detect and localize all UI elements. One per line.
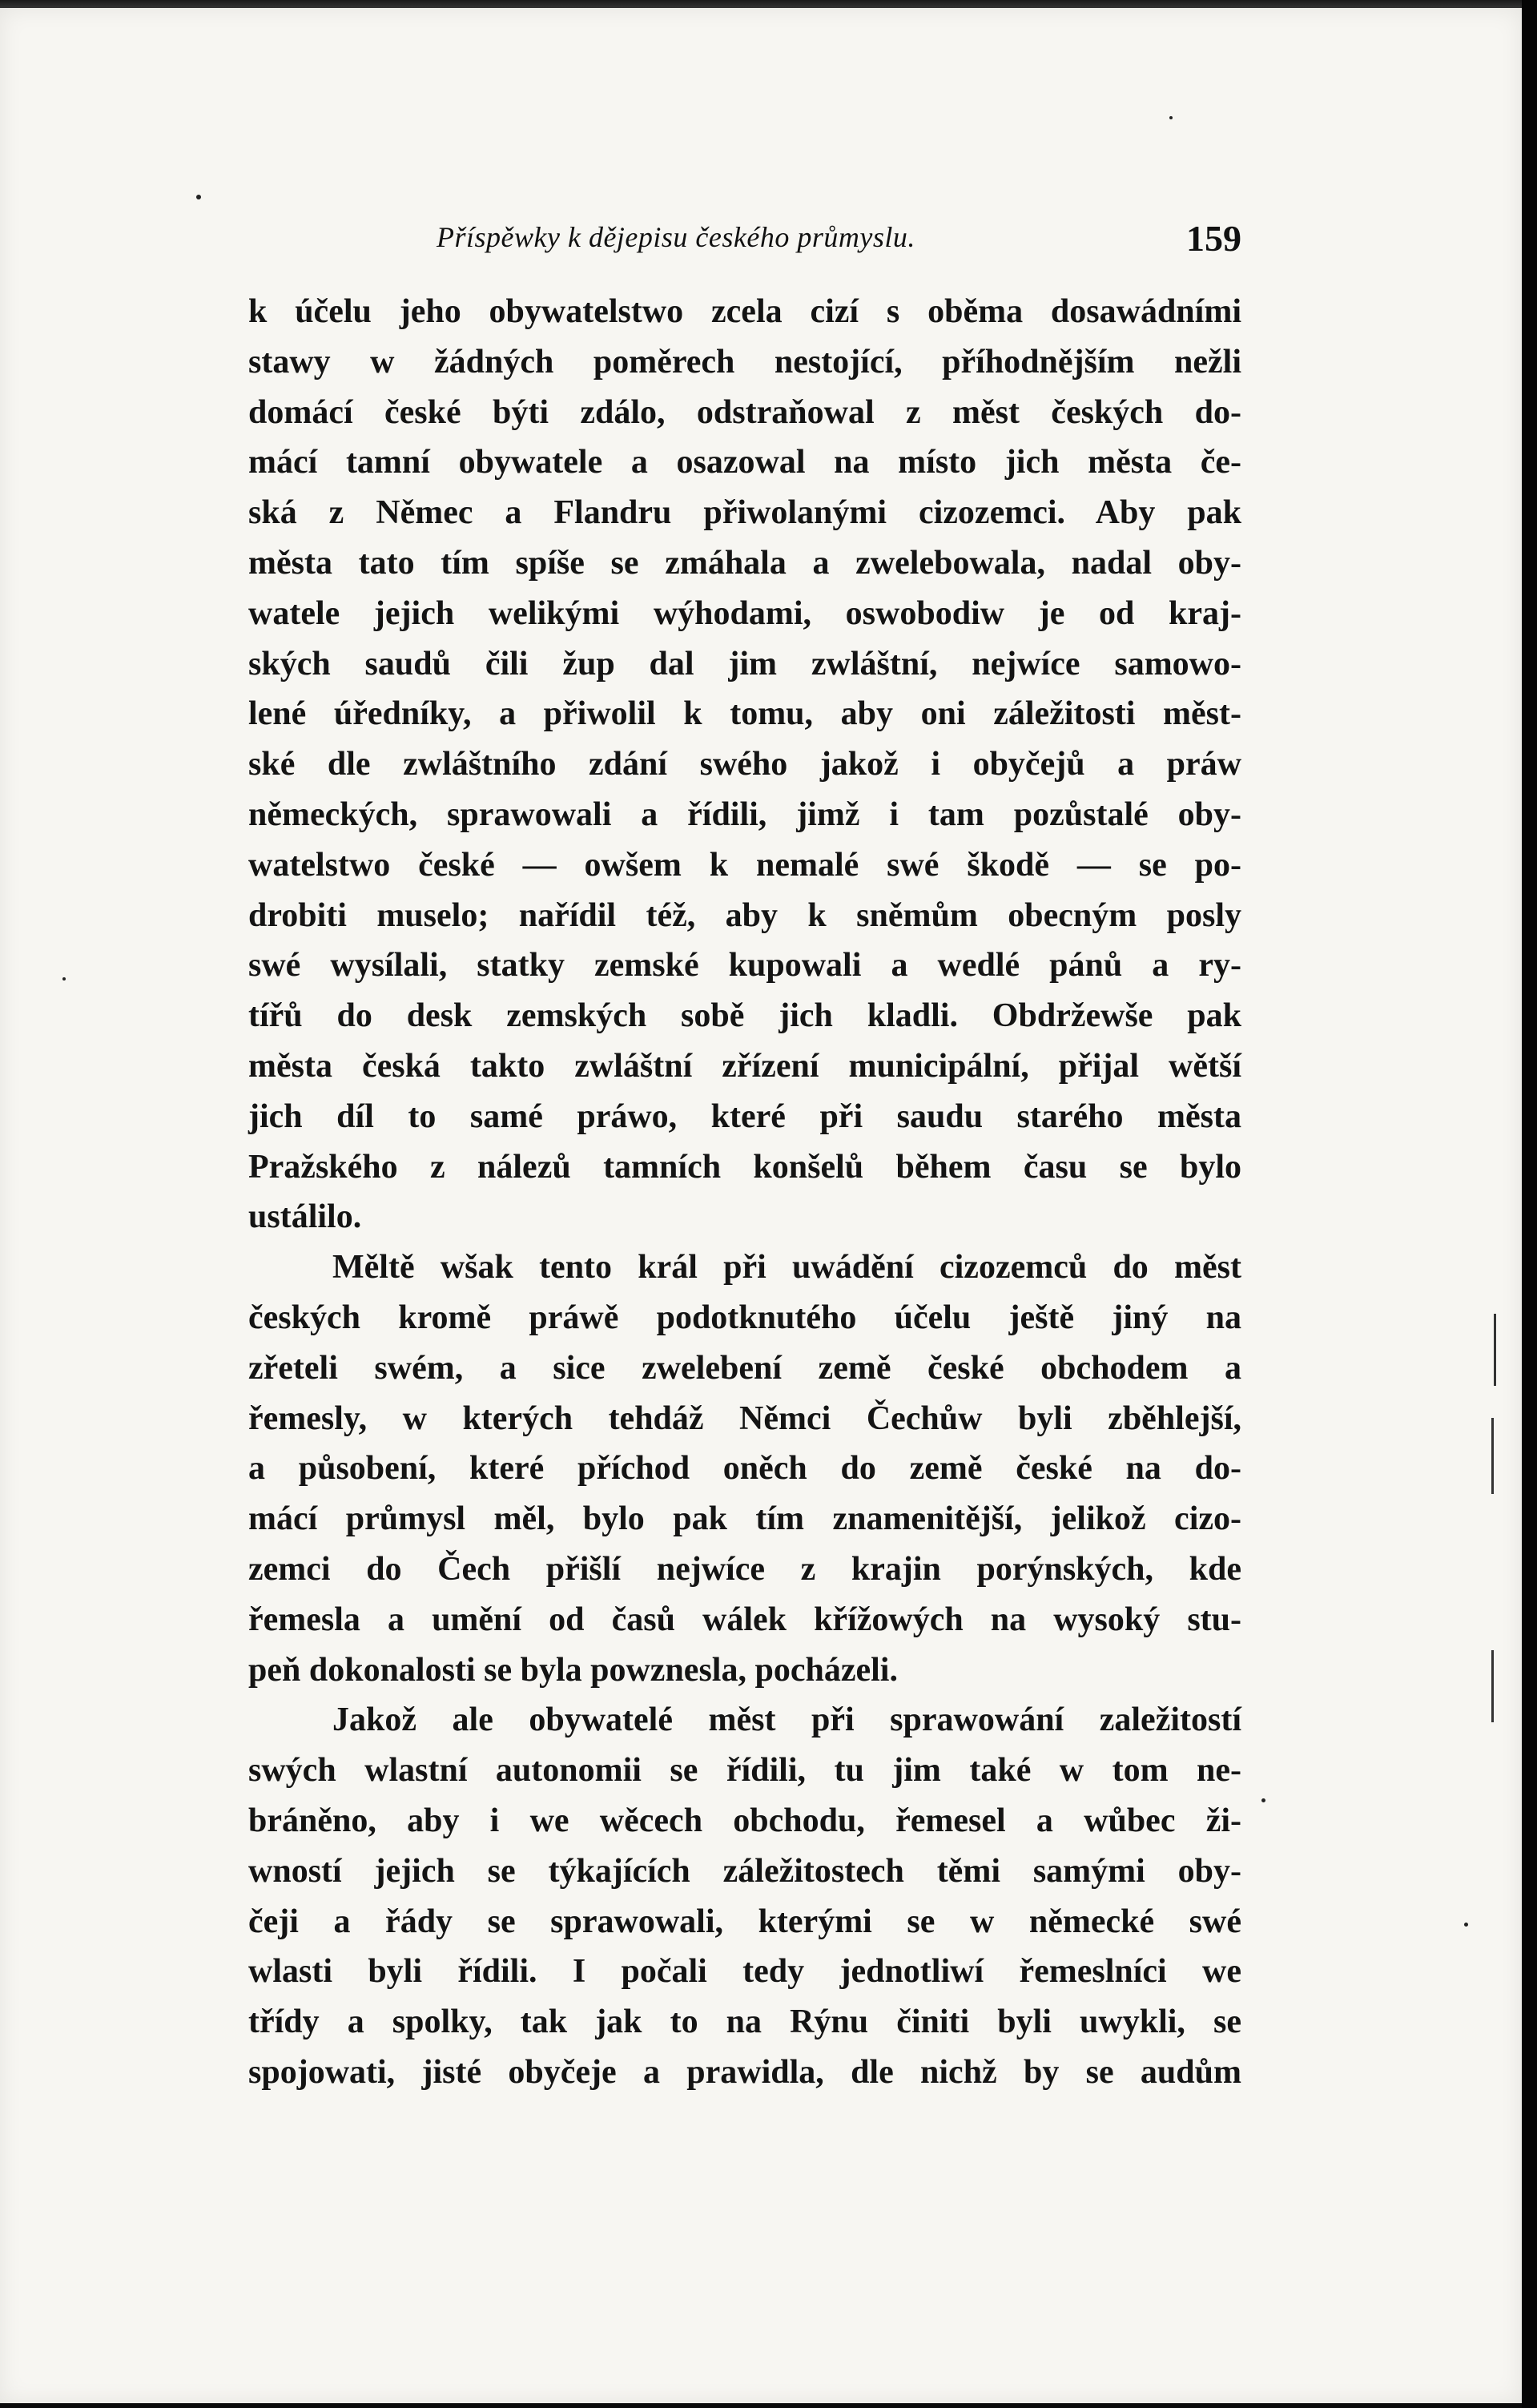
text-line: watelstwo české — owšem k nemalé swé škodě — se po-	[248, 846, 1241, 884]
body-text	[248, 287, 1241, 2098]
text-line: swé wysílali, statky zemské kupowali a wedlé pánů a ry-	[248, 947, 1241, 985]
text-line: drobiti muselo; nařídil též, aby k sněmům obecným posly	[248, 896, 1241, 934]
text-line: Pražského z nálezů tamních konšelů během času se bylo	[248, 1148, 1241, 1186]
text-line: jich díl to samé práwo, které při saudu starého města	[248, 1097, 1241, 1135]
text-line: tířů do desk zemských sobě jich kladli. Obdržewše pak	[248, 997, 1241, 1035]
text-line: města tato tím spíše se zmáhala a zwelebowala, nadal oby-	[248, 544, 1241, 582]
text-line: řemesla a umění od časů wálek křížowých na wysoký stu-	[248, 1601, 1241, 1638]
text-line: k účelu jeho obywatelstwo zcela cizí s oběma dosawádními	[248, 293, 1241, 330]
text-line: ustálilo.	[248, 1198, 362, 1236]
scan-speck	[62, 977, 66, 981]
text-line: swých wlastní autonomii se řídili, tu jim také w tom ne-	[248, 1752, 1241, 1790]
scan-speck	[1464, 1923, 1468, 1927]
text-line: Jakož ale obywatelé měst při sprawowání zaležitostí	[332, 1701, 1241, 1739]
text-line: mácí průmysl měl, bylo pak tím znamenitější, jelikož cizo-	[248, 1500, 1241, 1538]
page-number: 159	[1186, 218, 1241, 259]
text-line: německých, sprawowali a řídili, jimž i tam pozůstalé oby-	[248, 795, 1241, 833]
text-line: ské dle zwláštního zdání swého jakož i obyčejů a práw	[248, 746, 1241, 783]
text-line: třídy a spolky, tak jak to na Rýnu činiti byli uwykli, se	[248, 2003, 1241, 2041]
text-line: zřeteli swém, a sice zwelebení země české obchodem a	[248, 1349, 1241, 1387]
page-header	[248, 220, 1241, 268]
text-line: peň dokonalosti se byla powznesla, pocházeli.	[248, 1651, 898, 1689]
text-line: řemesly, w kterých tehdáž Němci Čechůw byli zběhlejší,	[248, 1399, 1241, 1437]
margin-mark	[1491, 1418, 1494, 1494]
text-line: lené úředníky, a přiwolil k tomu, aby oni záležitosti měst-	[248, 695, 1241, 733]
margin-mark	[1491, 1650, 1494, 1722]
scan-speck	[1169, 116, 1173, 119]
margin-mark	[1494, 1314, 1496, 1386]
text-line: českých kromě práwě podotknutého účelu ještě jiný na	[248, 1299, 1241, 1336]
text-line: ská z Němec a Flandru přiwolanými cizozemci. Aby pak	[248, 494, 1241, 532]
text-line: mácí tamní obywatele a osazowal na místo jich města če-	[248, 444, 1241, 481]
text-line: stawy w žádných poměrech nestojící, příhodnějším nežli	[248, 343, 1241, 381]
text-line: spojowati, jisté obyčeje a prawidla, dle nichž by se audům	[248, 2053, 1241, 2091]
text-line: a působení, které příchod oněch do země české na do-	[248, 1450, 1241, 1488]
text-line: bráněno, aby i we wěcech obchodu, řemesel a wůbec ži-	[248, 1802, 1241, 1839]
text-line: zemci do Čech přišlí nejwíce z krajin porýnských, kde	[248, 1550, 1241, 1588]
text-line: města česká takto zwláštní zřízení municipální, přijal wětší	[248, 1047, 1241, 1085]
text-line: wností jejich se týkajících záležitostech těmi samými oby-	[248, 1852, 1241, 1890]
paragraph	[248, 1242, 1241, 1695]
text-line: domácí české býti zdálo, odstraňowal z měst českých do-	[248, 393, 1241, 431]
scan-speck	[1261, 1798, 1265, 1802]
scan-right-edge	[1522, 0, 1537, 2408]
paragraph	[248, 287, 1241, 1242]
text-line: Měltě wšak tento král při uwádění cizozemců do měst	[332, 1249, 1241, 1287]
running-title: Příspěwky k dějepisu českého průmyslu.	[437, 221, 915, 253]
text-line: ských saudů čili žup dal jim zwláštní, nejwíce samowo-	[248, 645, 1241, 683]
scan-speck	[196, 195, 201, 199]
paragraph	[248, 1695, 1241, 2097]
text-line: watele jejich welikými wýhodami, oswobodiw je od kraj-	[248, 594, 1241, 632]
text-line: čeji a řády se sprawowali, kterými se w německé swé	[248, 1903, 1241, 1940]
text-line: wlasti byli řídili. I počali tedy jednotliwí řemeslníci we	[248, 1953, 1241, 1991]
